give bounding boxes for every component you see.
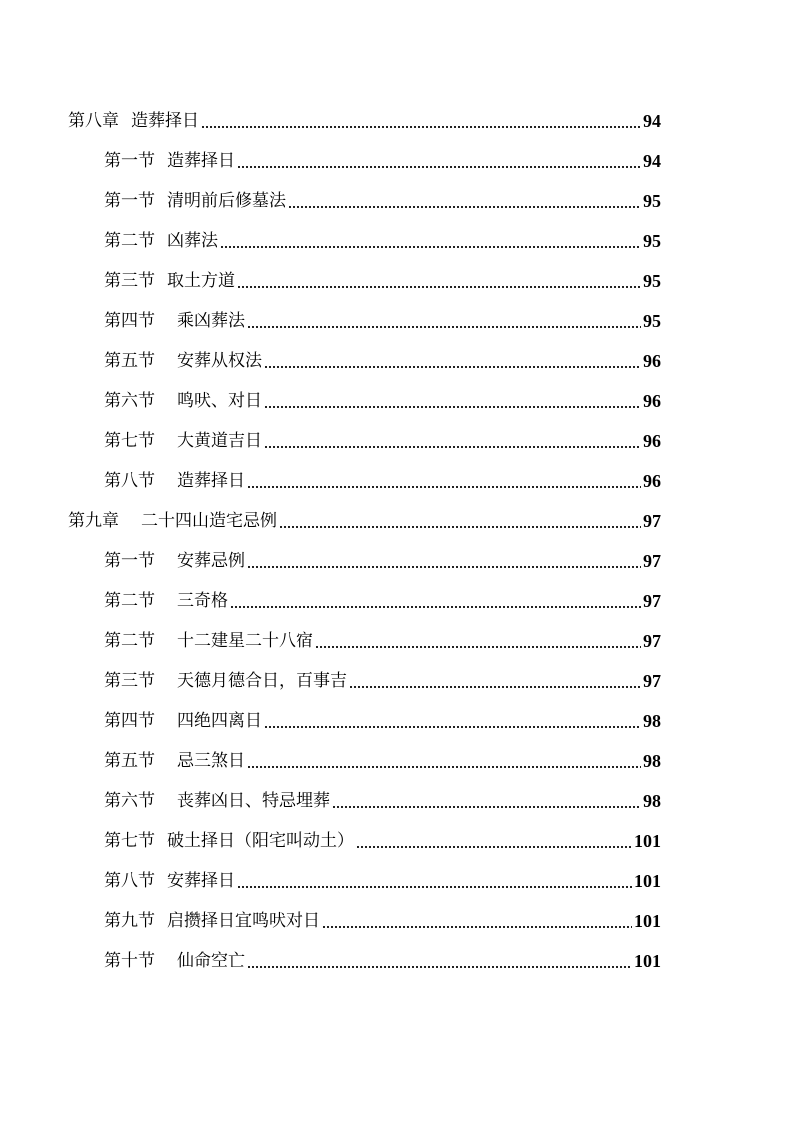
toc-entry-label bbox=[104, 261, 235, 301]
toc-page-number: 98 bbox=[643, 711, 661, 731]
toc-entry-label bbox=[104, 541, 245, 581]
toc-page-number: 98 bbox=[643, 791, 661, 811]
toc-page-number: 101 bbox=[634, 871, 661, 891]
toc-entry-label bbox=[68, 101, 199, 141]
toc-chapter-entry[interactable] bbox=[0, 101, 793, 141]
toc-entry-title: 二十四山造宅忌例 bbox=[141, 511, 277, 531]
toc-section-entry[interactable] bbox=[0, 541, 793, 581]
toc-entry-label bbox=[104, 421, 262, 461]
toc-page-number: 95 bbox=[643, 191, 661, 211]
toc-entry-number: 第一节 bbox=[104, 151, 155, 171]
table-of-contents bbox=[0, 101, 793, 981]
toc-page-number: 95 bbox=[643, 231, 661, 251]
toc-dot-leader bbox=[356, 845, 632, 849]
toc-entry-title: 大黄道吉日 bbox=[177, 431, 262, 451]
toc-page-number: 97 bbox=[643, 591, 661, 611]
toc-dot-leader bbox=[201, 125, 641, 129]
toc-entry-label bbox=[104, 661, 347, 701]
toc-chapter-entry[interactable] bbox=[0, 501, 793, 541]
toc-entry-number: 第二节 bbox=[104, 631, 155, 651]
toc-entry-title: 凶葬法 bbox=[167, 231, 218, 251]
toc-entry-label bbox=[104, 221, 218, 261]
toc-entry-title: 造葬择日 bbox=[131, 111, 199, 131]
toc-page-number: 96 bbox=[643, 471, 661, 491]
toc-entry-number: 第一节 bbox=[104, 551, 155, 571]
toc-dot-leader bbox=[279, 525, 641, 529]
toc-page-number: 97 bbox=[643, 671, 661, 691]
toc-dot-leader bbox=[264, 725, 641, 729]
toc-page-number: 101 bbox=[634, 951, 661, 971]
toc-entry-number: 第三节 bbox=[104, 671, 155, 691]
toc-dot-leader bbox=[264, 365, 641, 369]
toc-entry-label bbox=[104, 821, 354, 861]
toc-section-entry[interactable] bbox=[0, 861, 793, 901]
toc-dot-leader bbox=[332, 805, 641, 809]
toc-entry-title: 三奇格 bbox=[177, 591, 228, 611]
toc-entry-label bbox=[104, 941, 245, 981]
toc-entry-number: 第三节 bbox=[104, 271, 155, 291]
toc-entry-title: 启攒择日宜鸣吠对日 bbox=[167, 911, 320, 931]
toc-entry-number: 第七节 bbox=[104, 831, 155, 851]
toc-entry-label bbox=[104, 301, 245, 341]
toc-dot-leader bbox=[288, 205, 641, 209]
toc-entry-label bbox=[104, 781, 330, 821]
toc-entry-title: 安葬择日 bbox=[167, 871, 235, 891]
toc-entry-title: 鸣吠、对日 bbox=[177, 391, 262, 411]
toc-entry-title: 造葬择日 bbox=[167, 151, 235, 171]
toc-page-number: 97 bbox=[643, 511, 661, 531]
toc-entry-label bbox=[104, 741, 245, 781]
toc-dot-leader bbox=[315, 645, 641, 649]
toc-section-entry[interactable] bbox=[0, 741, 793, 781]
toc-entry-label bbox=[104, 341, 262, 381]
toc-entry-label bbox=[104, 901, 320, 941]
toc-entry-title: 乘凶葬法 bbox=[177, 311, 245, 331]
toc-section-entry[interactable] bbox=[0, 781, 793, 821]
toc-entry-title: 破土择日（阳宅叫动土） bbox=[167, 831, 354, 851]
toc-dot-leader bbox=[349, 685, 641, 689]
toc-dot-leader bbox=[220, 245, 641, 249]
toc-dot-leader bbox=[237, 285, 641, 289]
toc-page-number: 97 bbox=[643, 631, 661, 651]
toc-page-number: 94 bbox=[643, 151, 661, 171]
toc-page-number: 95 bbox=[643, 271, 661, 291]
toc-entry-title: 天德月德合日，百事吉 bbox=[177, 671, 347, 691]
toc-entry-title: 十二建星二十八宿 bbox=[177, 631, 313, 651]
toc-entry-label bbox=[104, 621, 313, 661]
toc-section-entry[interactable] bbox=[0, 221, 793, 261]
toc-entry-title: 仙命空亡 bbox=[177, 951, 245, 971]
toc-entry-number: 第八章 bbox=[68, 111, 119, 131]
toc-entry-title: 忌三煞日 bbox=[177, 751, 245, 771]
toc-section-entry[interactable] bbox=[0, 941, 793, 981]
toc-section-entry[interactable] bbox=[0, 381, 793, 421]
toc-entry-number: 第二节 bbox=[104, 231, 155, 251]
toc-entry-title: 四绝四离日 bbox=[177, 711, 262, 731]
toc-dot-leader bbox=[247, 565, 641, 569]
toc-page-number: 96 bbox=[643, 431, 661, 451]
toc-dot-leader bbox=[247, 965, 632, 969]
toc-section-entry[interactable] bbox=[0, 701, 793, 741]
toc-entry-title: 清明前后修墓法 bbox=[167, 191, 286, 211]
toc-entry-number: 第九节 bbox=[104, 911, 155, 931]
toc-entry-number: 第二节 bbox=[104, 591, 155, 611]
toc-entry-number: 第八节 bbox=[104, 871, 155, 891]
toc-page-number: 94 bbox=[643, 111, 661, 131]
toc-page-number: 98 bbox=[643, 751, 661, 771]
toc-entry-number: 第六节 bbox=[104, 391, 155, 411]
toc-entry-title: 造葬择日 bbox=[177, 471, 245, 491]
toc-entry-label bbox=[104, 181, 286, 221]
toc-page-number: 101 bbox=[634, 911, 661, 931]
toc-page-number: 96 bbox=[643, 391, 661, 411]
toc-entry-label bbox=[104, 861, 235, 901]
toc-entry-number: 第十节 bbox=[104, 951, 155, 971]
toc-section-entry[interactable] bbox=[0, 621, 793, 661]
toc-entry-number: 第五节 bbox=[104, 751, 155, 771]
toc-entry-label bbox=[104, 141, 235, 181]
toc-entry-label bbox=[104, 461, 245, 501]
toc-entry-title: 取土方道 bbox=[167, 271, 235, 291]
toc-entry-number: 第四节 bbox=[104, 711, 155, 731]
toc-section-entry[interactable] bbox=[0, 141, 793, 181]
toc-entry-title: 丧葬凶日、特忌埋葬 bbox=[177, 791, 330, 811]
toc-entry-number: 第八节 bbox=[104, 471, 155, 491]
toc-entry-title: 安葬忌例 bbox=[177, 551, 245, 571]
toc-section-entry[interactable] bbox=[0, 821, 793, 861]
toc-section-entry[interactable] bbox=[0, 261, 793, 301]
toc-dot-leader bbox=[237, 165, 641, 169]
toc-dot-leader bbox=[264, 405, 641, 409]
toc-entry-label bbox=[104, 701, 262, 741]
toc-section-entry[interactable] bbox=[0, 421, 793, 461]
toc-page-number: 96 bbox=[643, 351, 661, 371]
toc-dot-leader bbox=[264, 445, 641, 449]
toc-dot-leader bbox=[322, 925, 632, 929]
toc-dot-leader bbox=[247, 325, 641, 329]
toc-entry-title: 安葬从权法 bbox=[177, 351, 262, 371]
toc-entry-number: 第九章 bbox=[68, 511, 119, 531]
toc-entry-number: 第一节 bbox=[104, 191, 155, 211]
toc-dot-leader bbox=[247, 765, 641, 769]
toc-section-entry[interactable] bbox=[0, 461, 793, 501]
toc-dot-leader bbox=[247, 485, 641, 489]
toc-entry-number: 第五节 bbox=[104, 351, 155, 371]
toc-entry-label bbox=[104, 581, 228, 621]
toc-dot-leader bbox=[230, 605, 641, 609]
toc-entry-label bbox=[68, 501, 277, 541]
toc-section-entry[interactable] bbox=[0, 341, 793, 381]
toc-section-entry[interactable] bbox=[0, 301, 793, 341]
toc-section-entry[interactable] bbox=[0, 901, 793, 941]
toc-entry-number: 第四节 bbox=[104, 311, 155, 331]
toc-page-number: 95 bbox=[643, 311, 661, 331]
toc-section-entry[interactable] bbox=[0, 181, 793, 221]
toc-section-entry[interactable] bbox=[0, 581, 793, 621]
toc-entry-label bbox=[104, 381, 262, 421]
toc-page-number: 97 bbox=[643, 551, 661, 571]
toc-entry-number: 第七节 bbox=[104, 431, 155, 451]
toc-dot-leader bbox=[237, 885, 632, 889]
toc-page-number: 101 bbox=[634, 831, 661, 851]
toc-section-entry[interactable] bbox=[0, 661, 793, 701]
toc-entry-number: 第六节 bbox=[104, 791, 155, 811]
